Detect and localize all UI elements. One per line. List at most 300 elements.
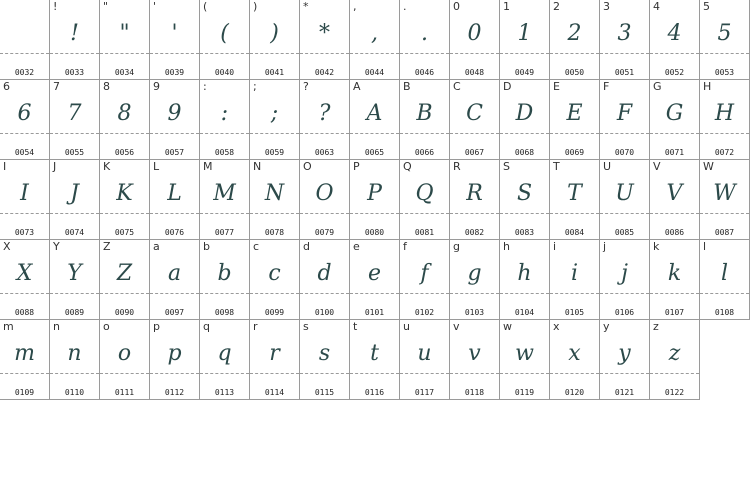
glyph-code: 0048 bbox=[464, 68, 485, 77]
glyph-code: 0086 bbox=[664, 228, 685, 237]
glyph-label: s bbox=[303, 320, 309, 333]
baseline-divider bbox=[50, 373, 99, 374]
glyph-code: 0105 bbox=[564, 308, 585, 317]
glyph-cell[interactable] bbox=[150, 80, 200, 160]
baseline-divider bbox=[250, 373, 299, 374]
glyph-preview: A bbox=[366, 101, 383, 126]
glyph-preview: N bbox=[264, 181, 285, 206]
glyph-label: w bbox=[503, 320, 512, 333]
glyph-cell[interactable] bbox=[650, 320, 700, 400]
glyph-label: ( bbox=[203, 0, 208, 13]
glyph-code: 0077 bbox=[214, 228, 235, 237]
glyph-preview: 5 bbox=[717, 21, 732, 46]
glyph-cell[interactable] bbox=[50, 0, 100, 80]
baseline-divider bbox=[300, 293, 349, 294]
glyph-preview: p bbox=[167, 341, 182, 366]
glyph-cell[interactable] bbox=[550, 80, 600, 160]
glyph-cell[interactable] bbox=[150, 240, 200, 320]
glyph-cell[interactable] bbox=[400, 240, 450, 320]
glyph-preview: Z bbox=[116, 261, 133, 286]
glyph-preview: ' bbox=[171, 21, 178, 46]
glyph-cell[interactable] bbox=[350, 240, 400, 320]
glyph-cell[interactable] bbox=[100, 0, 150, 80]
glyph-code: 0082 bbox=[464, 228, 485, 237]
glyph-preview: C bbox=[466, 101, 483, 126]
glyph-label: Y bbox=[53, 240, 60, 253]
glyph-cell[interactable] bbox=[450, 320, 500, 400]
glyph-label: j bbox=[603, 240, 607, 253]
glyph-preview: I bbox=[20, 181, 29, 206]
baseline-divider bbox=[0, 213, 49, 214]
glyph-cell[interactable] bbox=[550, 0, 600, 80]
glyph-label: h bbox=[503, 240, 510, 253]
glyph-code: 0051 bbox=[614, 68, 635, 77]
glyph-code: 0100 bbox=[314, 308, 335, 317]
baseline-divider bbox=[650, 53, 699, 54]
baseline-divider bbox=[550, 373, 599, 374]
glyph-label: W bbox=[703, 160, 714, 173]
glyph-preview: 9 bbox=[167, 101, 182, 126]
baseline-divider bbox=[650, 373, 699, 374]
glyph-code: 0111 bbox=[114, 388, 135, 397]
glyph-label: ! bbox=[53, 0, 58, 13]
baseline-divider bbox=[450, 373, 499, 374]
baseline-divider bbox=[250, 53, 299, 54]
baseline-divider bbox=[100, 293, 149, 294]
baseline-divider bbox=[300, 133, 349, 134]
baseline-divider bbox=[100, 133, 149, 134]
baseline-divider bbox=[350, 373, 399, 374]
baseline-divider bbox=[200, 373, 249, 374]
glyph-code: 0080 bbox=[364, 228, 385, 237]
glyph-preview: y bbox=[618, 341, 631, 366]
glyph-preview: 6 bbox=[17, 101, 32, 126]
glyph-preview: B bbox=[416, 101, 433, 126]
glyph-code: 0075 bbox=[114, 228, 135, 237]
glyph-code: 0055 bbox=[64, 148, 85, 157]
baseline-divider bbox=[50, 213, 99, 214]
glyph-label: t bbox=[353, 320, 358, 333]
baseline-divider bbox=[100, 373, 149, 374]
baseline-divider bbox=[550, 133, 599, 134]
glyph-code: 0119 bbox=[514, 388, 535, 397]
glyph-cell[interactable] bbox=[700, 160, 750, 240]
glyph-cell[interactable] bbox=[350, 320, 400, 400]
glyph-cell[interactable] bbox=[450, 80, 500, 160]
glyph-preview: 7 bbox=[67, 101, 82, 126]
glyph-code: 0104 bbox=[514, 308, 535, 317]
glyph-label: D bbox=[503, 80, 512, 93]
glyph-preview: W bbox=[713, 181, 736, 206]
glyph-cell[interactable] bbox=[0, 160, 50, 240]
glyph-cell[interactable] bbox=[200, 240, 250, 320]
glyph-cell[interactable] bbox=[350, 160, 400, 240]
glyph-label: g bbox=[453, 240, 460, 253]
glyph-cell[interactable] bbox=[550, 160, 600, 240]
glyph-code: 0085 bbox=[614, 228, 635, 237]
glyph-code: 0049 bbox=[514, 68, 535, 77]
glyph-label: r bbox=[253, 320, 258, 333]
glyph-code: 0059 bbox=[264, 148, 285, 157]
glyph-preview: ! bbox=[70, 21, 79, 46]
glyph-code: 0088 bbox=[14, 308, 35, 317]
glyph-preview: m bbox=[14, 341, 35, 366]
glyph-label: , bbox=[353, 0, 357, 13]
glyph-cell[interactable] bbox=[100, 80, 150, 160]
baseline-divider bbox=[150, 133, 199, 134]
baseline-divider bbox=[0, 133, 49, 134]
glyph-preview: ? bbox=[318, 101, 331, 126]
glyph-preview: a bbox=[167, 261, 182, 286]
glyph-cell[interactable] bbox=[300, 0, 350, 80]
baseline-divider bbox=[650, 293, 699, 294]
glyph-cell[interactable] bbox=[450, 0, 500, 80]
baseline-divider bbox=[600, 373, 649, 374]
glyph-preview bbox=[0, 16, 49, 52]
glyph-code: 0057 bbox=[164, 148, 185, 157]
glyph-label: F bbox=[603, 80, 610, 93]
glyph-preview: R bbox=[466, 181, 483, 206]
glyph-code: 0108 bbox=[714, 308, 735, 317]
glyph-cell[interactable] bbox=[500, 240, 550, 320]
glyph-preview: b bbox=[217, 261, 232, 286]
glyph-code: 0118 bbox=[464, 388, 485, 397]
glyph-label: I bbox=[3, 160, 7, 173]
glyph-cell[interactable] bbox=[550, 320, 600, 400]
glyph-cell[interactable] bbox=[550, 240, 600, 320]
glyph-preview: g bbox=[467, 261, 482, 286]
glyph-cell[interactable] bbox=[250, 80, 300, 160]
glyph-cell[interactable] bbox=[600, 240, 650, 320]
glyph-preview: U bbox=[615, 181, 634, 206]
glyph-preview: v bbox=[468, 341, 481, 366]
glyph-code: 0056 bbox=[114, 148, 135, 157]
glyph-code: 0065 bbox=[364, 148, 385, 157]
glyph-preview: S bbox=[516, 181, 533, 206]
glyph-label: 5 bbox=[703, 0, 710, 13]
baseline-divider bbox=[600, 133, 649, 134]
glyph-cell[interactable] bbox=[300, 160, 350, 240]
glyph-cell[interactable] bbox=[200, 160, 250, 240]
glyph-label: k bbox=[653, 240, 660, 253]
glyph-cell[interactable] bbox=[300, 320, 350, 400]
glyph-preview: , bbox=[371, 21, 378, 46]
baseline-divider bbox=[550, 293, 599, 294]
glyph-cell[interactable] bbox=[700, 240, 750, 320]
glyph-label: f bbox=[403, 240, 407, 253]
glyph-preview: u bbox=[417, 341, 432, 366]
glyph-cell[interactable] bbox=[700, 80, 750, 160]
glyph-label: O bbox=[303, 160, 312, 173]
glyph-preview: * bbox=[319, 21, 330, 46]
glyph-cell[interactable] bbox=[0, 80, 50, 160]
glyph-cell[interactable] bbox=[650, 0, 700, 80]
glyph-preview: x bbox=[568, 341, 581, 366]
glyph-label: C bbox=[453, 80, 461, 93]
glyph-label: 0 bbox=[453, 0, 460, 13]
glyph-code: 0066 bbox=[414, 148, 435, 157]
glyph-code: 0114 bbox=[264, 388, 285, 397]
glyph-preview: r bbox=[269, 341, 280, 366]
glyph-cell[interactable] bbox=[100, 320, 150, 400]
baseline-divider bbox=[550, 53, 599, 54]
baseline-divider bbox=[0, 293, 49, 294]
baseline-divider bbox=[150, 213, 199, 214]
baseline-divider bbox=[600, 53, 649, 54]
glyph-cell[interactable] bbox=[650, 160, 700, 240]
glyph-preview: Q bbox=[415, 181, 434, 206]
baseline-divider bbox=[350, 133, 399, 134]
baseline-divider bbox=[0, 373, 49, 374]
glyph-code: 0076 bbox=[164, 228, 185, 237]
glyph-code: 0099 bbox=[264, 308, 285, 317]
baseline-divider bbox=[250, 133, 299, 134]
glyph-preview: n bbox=[67, 341, 82, 366]
glyph-preview: d bbox=[317, 261, 332, 286]
glyph-code: 0087 bbox=[714, 228, 735, 237]
baseline-divider bbox=[200, 133, 249, 134]
glyph-preview: P bbox=[367, 181, 382, 206]
glyph-cell[interactable] bbox=[100, 160, 150, 240]
glyph-label: b bbox=[203, 240, 210, 253]
glyph-label: N bbox=[253, 160, 262, 173]
glyph-cell[interactable] bbox=[250, 160, 300, 240]
baseline-divider bbox=[200, 293, 249, 294]
glyph-label: 3 bbox=[603, 0, 610, 13]
glyph-cell[interactable] bbox=[600, 0, 650, 80]
glyph-cell[interactable] bbox=[0, 240, 50, 320]
glyph-preview: T bbox=[567, 181, 582, 206]
glyph-code: 0079 bbox=[314, 228, 335, 237]
baseline-divider bbox=[450, 213, 499, 214]
baseline-divider bbox=[400, 53, 449, 54]
glyph-label: K bbox=[103, 160, 111, 173]
glyph-label: u bbox=[403, 320, 410, 333]
glyph-code: 0103 bbox=[464, 308, 485, 317]
glyph-code: 0044 bbox=[364, 68, 385, 77]
baseline-divider bbox=[50, 53, 99, 54]
glyph-preview: e bbox=[367, 261, 382, 286]
glyph-label: X bbox=[3, 240, 11, 253]
glyph-code: 0039 bbox=[164, 68, 185, 77]
glyph-code: 0034 bbox=[114, 68, 135, 77]
glyph-cell[interactable] bbox=[50, 320, 100, 400]
glyph-preview: . bbox=[421, 21, 428, 46]
glyph-cell[interactable] bbox=[450, 240, 500, 320]
glyph-code: 0042 bbox=[314, 68, 335, 77]
baseline-divider bbox=[700, 53, 749, 54]
baseline-divider bbox=[700, 213, 749, 214]
glyph-cell[interactable] bbox=[50, 80, 100, 160]
glyph-cell[interactable] bbox=[200, 80, 250, 160]
glyph-cell[interactable] bbox=[150, 160, 200, 240]
glyph-preview: 4 bbox=[667, 21, 682, 46]
baseline-divider bbox=[250, 293, 299, 294]
baseline-divider bbox=[250, 213, 299, 214]
glyph-code: 0078 bbox=[264, 228, 285, 237]
glyph-cell[interactable] bbox=[400, 80, 450, 160]
glyph-code: 0058 bbox=[214, 148, 235, 157]
glyph-preview: H bbox=[714, 101, 735, 126]
glyph-code: 0112 bbox=[164, 388, 185, 397]
glyph-cell[interactable] bbox=[600, 160, 650, 240]
glyph-label: Z bbox=[103, 240, 111, 253]
glyph-cell[interactable] bbox=[300, 80, 350, 160]
glyph-preview: k bbox=[667, 261, 682, 286]
glyph-cell[interactable] bbox=[150, 0, 200, 80]
glyph-label: A bbox=[353, 80, 361, 93]
glyph-cell[interactable] bbox=[400, 320, 450, 400]
baseline-divider bbox=[50, 133, 99, 134]
glyph-code: 0073 bbox=[14, 228, 35, 237]
glyph-preview: Y bbox=[67, 261, 82, 286]
glyph-cell[interactable] bbox=[650, 80, 700, 160]
glyph-cell[interactable] bbox=[500, 320, 550, 400]
glyph-code: 0117 bbox=[414, 388, 435, 397]
baseline-divider bbox=[350, 293, 399, 294]
glyph-label: 6 bbox=[3, 80, 10, 93]
glyph-code: 0098 bbox=[214, 308, 235, 317]
baseline-divider bbox=[300, 213, 349, 214]
glyph-cell[interactable] bbox=[350, 0, 400, 80]
baseline-divider bbox=[450, 133, 499, 134]
glyph-label: c bbox=[253, 240, 260, 253]
glyph-label: p bbox=[153, 320, 160, 333]
glyph-preview: X bbox=[16, 261, 33, 286]
glyph-preview: h bbox=[517, 261, 532, 286]
glyph-preview: G bbox=[665, 101, 684, 126]
baseline-divider bbox=[350, 213, 399, 214]
glyph-code: 0122 bbox=[664, 388, 685, 397]
glyph-label: U bbox=[603, 160, 612, 173]
baseline-divider bbox=[500, 53, 549, 54]
glyph-code: 0089 bbox=[64, 308, 85, 317]
glyph-preview: 8 bbox=[117, 101, 132, 126]
glyph-cell[interactable] bbox=[50, 160, 100, 240]
glyph-label: . bbox=[403, 0, 407, 13]
glyph-cell[interactable] bbox=[250, 320, 300, 400]
glyph-code: 0090 bbox=[114, 308, 135, 317]
baseline-divider bbox=[500, 293, 549, 294]
baseline-divider bbox=[700, 133, 749, 134]
glyph-cell[interactable] bbox=[500, 80, 550, 160]
glyph-label: 1 bbox=[503, 0, 510, 13]
glyph-label: ' bbox=[153, 0, 157, 13]
glyph-preview: J bbox=[70, 181, 79, 206]
glyph-cell[interactable] bbox=[200, 0, 250, 80]
glyph-cell[interactable] bbox=[600, 320, 650, 400]
glyph-label: n bbox=[53, 320, 60, 333]
glyph-preview: F bbox=[616, 101, 633, 126]
glyph-cell[interactable] bbox=[250, 240, 300, 320]
baseline-divider bbox=[400, 293, 449, 294]
glyph-cell[interactable] bbox=[350, 80, 400, 160]
glyph-code: 0046 bbox=[414, 68, 435, 77]
glyph-code: 0053 bbox=[714, 68, 735, 77]
glyph-label: S bbox=[503, 160, 510, 173]
glyph-cell[interactable] bbox=[700, 0, 750, 80]
glyph-label: 7 bbox=[53, 80, 60, 93]
glyph-preview: " bbox=[119, 21, 130, 46]
glyph-cell[interactable] bbox=[200, 320, 250, 400]
glyph-code: 0041 bbox=[264, 68, 285, 77]
glyph-cell[interactable] bbox=[300, 240, 350, 320]
glyph-label: M bbox=[203, 160, 213, 173]
glyph-preview: ) bbox=[270, 21, 279, 46]
glyph-preview: ; bbox=[270, 101, 279, 126]
baseline-divider bbox=[500, 213, 549, 214]
glyph-code: 0097 bbox=[164, 308, 185, 317]
glyph-cell[interactable] bbox=[150, 320, 200, 400]
glyph-preview: V bbox=[666, 181, 683, 206]
baseline-divider bbox=[500, 373, 549, 374]
glyph-preview: o bbox=[117, 341, 132, 366]
glyph-preview: s bbox=[318, 341, 331, 366]
glyph-cell[interactable] bbox=[600, 80, 650, 160]
glyph-preview: z bbox=[668, 341, 681, 366]
glyph-code: 0033 bbox=[64, 68, 85, 77]
glyph-cell[interactable] bbox=[500, 0, 550, 80]
glyph-code: 0116 bbox=[364, 388, 385, 397]
glyph-code: 0052 bbox=[664, 68, 685, 77]
glyph-label: x bbox=[553, 320, 560, 333]
glyph-preview: E bbox=[566, 101, 583, 126]
glyph-cell[interactable] bbox=[500, 160, 550, 240]
baseline-divider bbox=[50, 293, 99, 294]
glyph-preview: 1 bbox=[517, 21, 532, 46]
glyph-preview: ( bbox=[220, 21, 229, 46]
glyph-label: a bbox=[153, 240, 160, 253]
glyph-label: e bbox=[353, 240, 360, 253]
glyph-label: l bbox=[703, 240, 707, 253]
baseline-divider bbox=[150, 53, 199, 54]
glyph-cell[interactable] bbox=[0, 320, 50, 400]
glyph-cell[interactable] bbox=[400, 0, 450, 80]
glyph-cell[interactable] bbox=[250, 0, 300, 80]
glyph-preview: j bbox=[621, 261, 628, 286]
glyph-code: 0083 bbox=[514, 228, 535, 237]
glyph-preview: D bbox=[515, 101, 534, 126]
glyph-cell[interactable] bbox=[650, 240, 700, 320]
baseline-divider bbox=[400, 213, 449, 214]
glyph-cell[interactable] bbox=[0, 0, 50, 80]
glyph-code: 0113 bbox=[214, 388, 235, 397]
glyph-label: z bbox=[653, 320, 659, 333]
glyph-code: 0040 bbox=[214, 68, 235, 77]
glyph-label: m bbox=[3, 320, 14, 333]
baseline-divider bbox=[150, 293, 199, 294]
glyph-cell[interactable] bbox=[400, 160, 450, 240]
glyph-cell[interactable] bbox=[50, 240, 100, 320]
baseline-divider bbox=[500, 133, 549, 134]
glyph-label: H bbox=[703, 80, 712, 93]
glyph-preview: K bbox=[116, 181, 133, 206]
glyph-code: 0074 bbox=[64, 228, 85, 237]
baseline-divider bbox=[650, 133, 699, 134]
glyph-label: o bbox=[103, 320, 110, 333]
glyph-preview: L bbox=[167, 181, 182, 206]
glyph-cell[interactable] bbox=[450, 160, 500, 240]
baseline-divider bbox=[600, 213, 649, 214]
glyph-cell[interactable] bbox=[100, 240, 150, 320]
glyph-code: 0054 bbox=[14, 148, 35, 157]
glyph-label: ) bbox=[253, 0, 258, 13]
glyph-label: Q bbox=[403, 160, 412, 173]
baseline-divider bbox=[550, 213, 599, 214]
glyph-label: ? bbox=[303, 80, 309, 93]
baseline-divider bbox=[700, 293, 749, 294]
glyph-label: R bbox=[453, 160, 461, 173]
